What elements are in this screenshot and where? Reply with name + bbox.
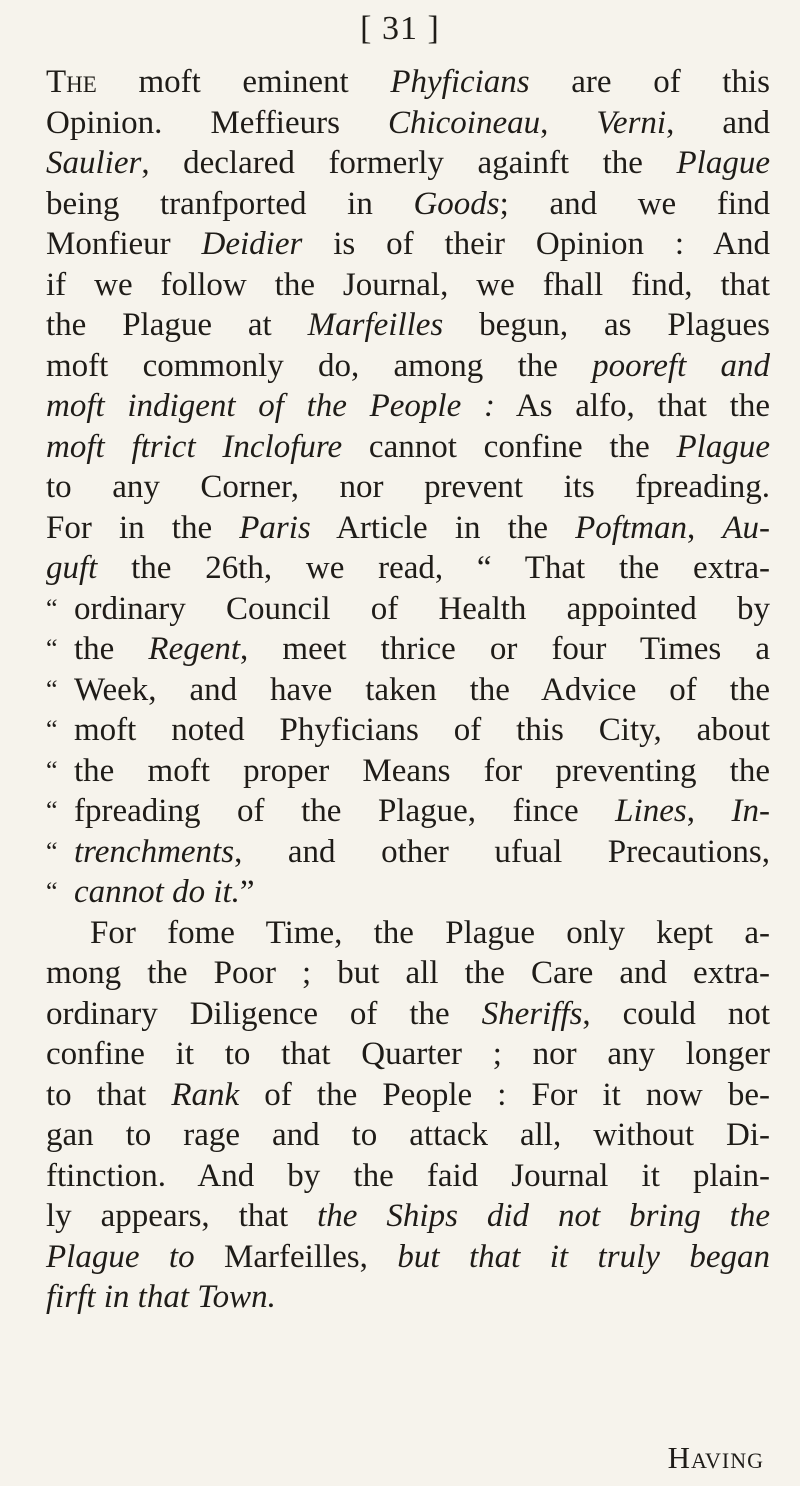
italic-text: Phyficians <box>390 64 530 100</box>
text-span: are of this <box>529 64 770 100</box>
text-line <box>46 548 770 589</box>
text-line <box>46 589 770 630</box>
text-span: of the People : For it now be- <box>239 1076 770 1113</box>
italic-text: Rank <box>171 1076 240 1113</box>
italic-text: but that it truly began <box>397 1238 770 1275</box>
text-line <box>46 1115 770 1156</box>
text-span: the moft proper Means for preventing the <box>74 752 770 789</box>
italic-text: Plague to <box>46 1238 195 1275</box>
italic-text: Chicoineau <box>387 104 541 141</box>
text-span: , meet thrice or four Times a <box>240 631 770 667</box>
text-line <box>46 305 770 346</box>
text-span: ; and we find <box>499 185 770 222</box>
text-span: , and other ufual Precautions, <box>234 833 770 870</box>
italic-text: firft in that Town. <box>46 1279 276 1315</box>
text-span: moft eminent <box>96 64 391 100</box>
text-span: cannot confine the <box>342 428 677 465</box>
text-line <box>46 1075 770 1116</box>
text-span: to that <box>46 1076 172 1113</box>
text-span: , <box>540 104 597 141</box>
italic-text: cannot do it. <box>74 874 240 910</box>
text-line <box>46 913 770 954</box>
text-line <box>46 1156 770 1197</box>
text-span: Article in the <box>310 509 576 546</box>
italic-text: Plague <box>676 145 770 181</box>
italic-text: Goods <box>413 185 500 222</box>
italic-text: pooreft and <box>592 347 770 384</box>
text-span: , declared formerly againft the <box>141 145 677 181</box>
text-span: ordinary Diligence of the <box>46 995 482 1032</box>
text-span: mong the Poor ; but all the Care and extra- <box>46 955 770 991</box>
text-span: if we follow the Journal, we fhall find, that <box>46 266 770 303</box>
text-span: , <box>686 509 723 546</box>
italic-text: trenchments <box>74 833 235 870</box>
text-span: moft commonly do, among the <box>46 347 593 384</box>
text-span: , <box>686 793 732 829</box>
italic-text: guft <box>46 550 98 586</box>
text-span: ftinction. And by the faid Journal it plain- <box>46 1157 770 1194</box>
text-line <box>46 872 770 913</box>
text-line <box>46 953 770 994</box>
catchword: Having <box>667 1440 764 1475</box>
text-line <box>46 467 770 508</box>
quote-mark: “ <box>46 634 58 663</box>
italic-text: Lines <box>615 793 687 829</box>
text-span: Week, and have taken the Advice of the <box>74 671 770 708</box>
text-span: For in the <box>46 509 240 546</box>
quote-mark: “ <box>46 836 58 866</box>
text-line <box>46 1196 770 1237</box>
text-line <box>46 346 770 387</box>
text-span: confine it to that Quarter ; nor any longer <box>46 1036 770 1072</box>
quote-mark: “ <box>46 755 58 785</box>
text-span: the 26th, we read, “ That the extra- <box>97 550 770 586</box>
italic-text: moft ftrict Inclofure <box>46 428 343 465</box>
body-text <box>46 62 770 1318</box>
italic-text: Saulier <box>46 145 142 181</box>
italic-text: Sheriffs <box>481 995 583 1032</box>
page-number: [ 31 ] <box>360 10 440 47</box>
quote-mark: “ <box>46 715 58 744</box>
text-line <box>46 751 770 792</box>
text-line <box>46 994 770 1035</box>
italic-text: Plague <box>676 428 770 465</box>
text-line <box>46 629 770 670</box>
italic-text: the Ships did not bring the <box>317 1198 770 1234</box>
italic-text: Paris <box>239 509 311 546</box>
text-line <box>46 103 770 144</box>
text-line <box>46 832 770 873</box>
italic-text: Verni <box>596 104 667 141</box>
text-line <box>46 710 770 751</box>
quote-mark: “ <box>46 796 58 825</box>
text-line <box>46 1034 770 1075</box>
italic-text: Regent <box>148 631 241 667</box>
text-line <box>46 265 770 306</box>
text-line <box>46 386 770 427</box>
text-span: For fome Time, the Plague only kept a- <box>90 914 770 951</box>
italic-text: In- <box>731 793 771 829</box>
text-line <box>46 62 770 103</box>
text-span: being tranfported in <box>46 185 414 222</box>
text-line <box>46 1277 770 1318</box>
text-span: Monfieur <box>46 226 202 262</box>
text-span: Marfeilles, <box>194 1238 398 1275</box>
text-line <box>46 791 770 832</box>
italic-text: Poftman <box>575 509 687 546</box>
text-line <box>46 1237 770 1278</box>
text-span: fpreading of the Plague, fince <box>74 793 616 829</box>
text-line <box>46 427 770 468</box>
text-span: the <box>74 631 149 667</box>
text-span: The <box>46 64 97 100</box>
italic-text: Au- <box>722 509 770 546</box>
text-line <box>46 670 770 711</box>
italic-text: Deidier <box>201 226 303 262</box>
text-span: moft noted Phyficians of this City, about <box>74 712 770 748</box>
text-line <box>46 508 770 549</box>
text-span: , could not <box>582 995 770 1032</box>
text-span: gan to rage and to attack all, without Di- <box>46 1117 770 1153</box>
text-span: is of their Opinion : And <box>302 226 770 262</box>
text-span: the Plague at <box>46 307 308 343</box>
text-line <box>46 184 770 225</box>
text-line <box>46 224 770 265</box>
text-span: begun, as Plagues <box>443 307 770 343</box>
quote-mark: “ <box>46 593 58 623</box>
italic-text: Marfeilles <box>307 307 444 343</box>
text-span: , and <box>666 104 771 141</box>
text-span: As alfo, that the <box>494 388 770 424</box>
italic-text: moft indigent of the People : <box>46 388 495 424</box>
quote-mark: “ <box>46 877 58 906</box>
text-span: ” <box>239 874 255 910</box>
text-span: Opinion. Meffieurs <box>46 104 388 141</box>
text-line <box>46 143 770 184</box>
text-span: ly appears, that <box>46 1198 318 1234</box>
quote-mark: “ <box>46 674 58 704</box>
text-span: to any Corner, nor prevent its fpreading. <box>46 469 770 505</box>
text-span: ordinary Council of Health appointed by <box>74 590 770 627</box>
